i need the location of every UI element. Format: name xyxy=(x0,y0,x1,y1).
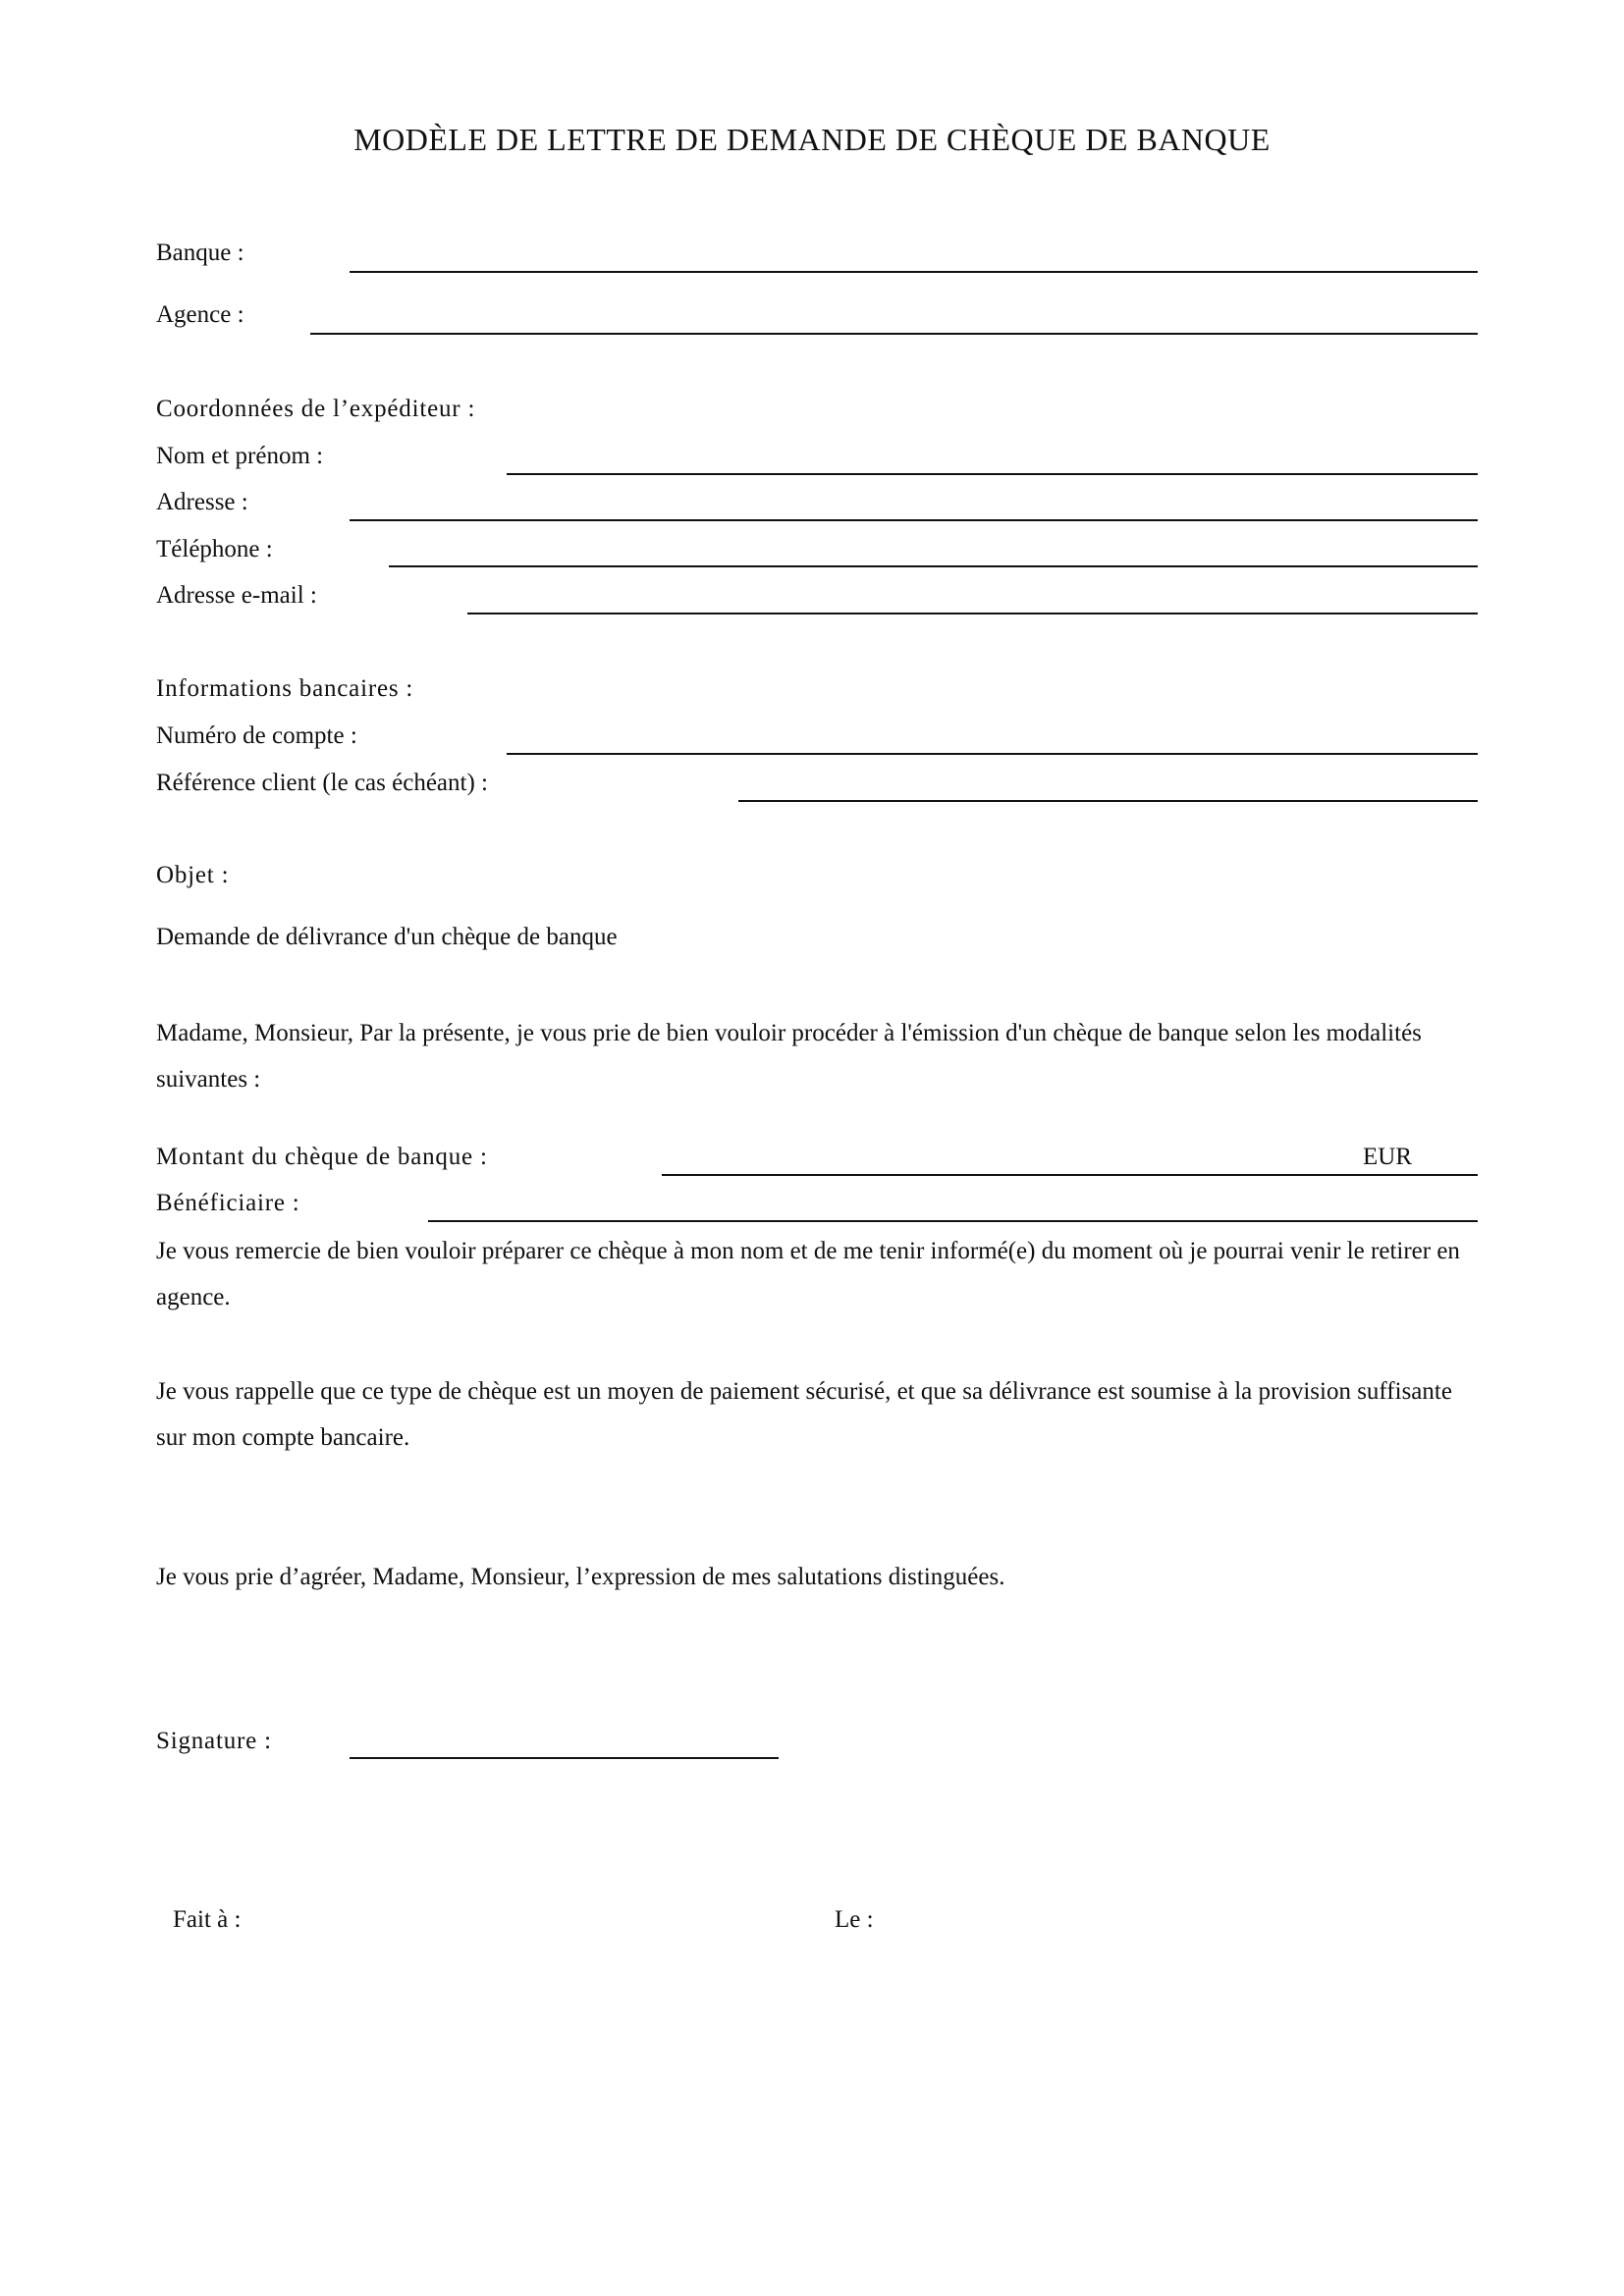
sender-heading: Coordonnées de l’expéditeur : xyxy=(156,396,476,422)
email-label: Adresse e-mail : xyxy=(156,582,317,609)
signature-field-line[interactable] xyxy=(350,1757,779,1759)
thanks-paragraph: Je vous remercie de bien vouloir préparer ce chèque à mon nom et de me tenir informé(e) du moment où je pourrai venir le retirer en agence. xyxy=(156,1238,1460,1310)
intro-paragraph: Madame, Monsieur, Par la présente, je vous prie de bien vouloir procéder à l'émission d'un chèque de banque selon les modalités suivantes : xyxy=(156,1020,1422,1093)
agency-label: Agence : xyxy=(156,301,244,328)
currency-label: EUR xyxy=(1363,1144,1412,1170)
date-label: Le : xyxy=(835,1906,874,1933)
bank-label: Banque : xyxy=(156,240,244,266)
email-field-line[interactable] xyxy=(467,613,1478,614)
client-ref-field-line[interactable] xyxy=(738,800,1478,802)
name-label: Nom et prénom : xyxy=(156,443,324,469)
reminder-paragraph: Je vous rappelle que ce type de chèque est un moyen de paiement sécurisé, et que sa délivrance est soumise à la provision suffisante sur mon compte bancaire. xyxy=(156,1378,1452,1451)
account-label: Numéro de compte : xyxy=(156,722,357,749)
subject-label: Objet : xyxy=(156,862,230,888)
banking-heading: Informations bancaires : xyxy=(156,675,414,702)
beneficiary-field-line[interactable] xyxy=(428,1220,1478,1222)
signature-label: Signature : xyxy=(156,1728,272,1754)
address-label: Adresse : xyxy=(156,489,248,515)
bank-field-line[interactable] xyxy=(350,271,1478,273)
amount-field-line[interactable] xyxy=(662,1174,1478,1176)
agency-field-line[interactable] xyxy=(310,333,1478,335)
phone-field-line[interactable] xyxy=(389,565,1478,567)
name-field-line[interactable] xyxy=(507,473,1478,475)
place-label: Fait à : xyxy=(173,1906,242,1933)
address-field-line[interactable] xyxy=(350,519,1478,521)
phone-label: Téléphone : xyxy=(156,536,273,562)
subject-text: Demande de délivrance d'un chèque de banque xyxy=(156,924,618,950)
beneficiary-label: Bénéficiaire : xyxy=(156,1190,300,1216)
amount-label: Montant du chèque de banque : xyxy=(156,1144,488,1170)
page-title: MODÈLE DE LETTRE DE DEMANDE DE CHÈQUE DE BANQUE xyxy=(353,122,1271,157)
client-ref-label: Référence client (le cas échéant) : xyxy=(156,770,488,796)
account-field-line[interactable] xyxy=(507,753,1478,755)
closing-text: Je vous prie d’agréer, Madame, Monsieur, l’expression de mes salutations distinguées. xyxy=(156,1564,1005,1590)
